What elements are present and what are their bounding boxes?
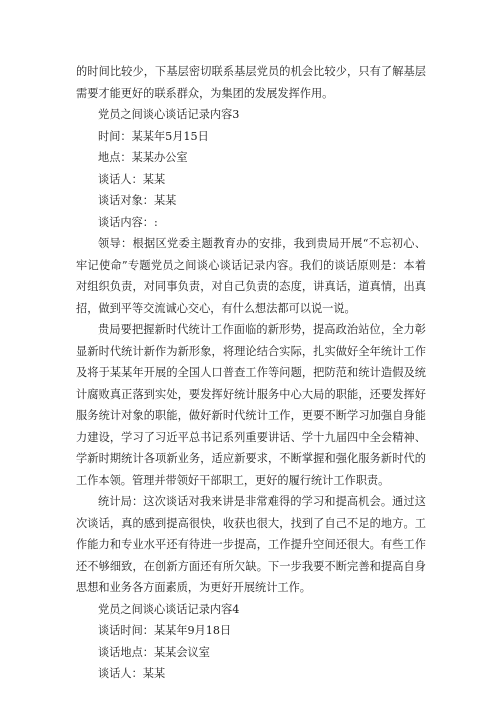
meta-talk-location: 谈话地点：某某会议室 bbox=[98, 645, 210, 659]
meta-interviewee: 谈话对象：某某 bbox=[98, 194, 177, 207]
paragraph-continuation: 的时间比较少，下基层密切联系基层党员的机会比较少，只有了解基层需要才能更好的联系群众，为集团的发展发挥作用。 bbox=[76, 65, 426, 100]
meta-talk-speaker: 谈话人：某某 bbox=[98, 667, 166, 680]
paragraph-bureau-response: 统计局：这次谈话对我来讲是非常难得的学习和提高机会。通过这次谈话，真的感到提高很快，收获也很大，找到了自己不足的地方。工作能力和专业水平还有待进一步提高，工作提升空间还很大。有些工作还不够细致，在创新方面还有所欠缺。下一步我要不断完善和提高自身思想和业务各方面素质，为更好开展统计工作。 bbox=[76, 495, 426, 594]
paragraph-bureau-guidance: 贵局要把握新时代统计工作面临的新形势，提高政治站位，全力彰显新时代统计新作为新形象，将理论结合实际，扎实做好全年统计工作及将于某某年开展的全国人口普查工作等问题，把防范和统计造假及统计腐败真正落到实处，要发挥好统计服务中心大局的职能，还要发挥好服务统计对象的职能，做好新时代统计工作，更要不断学习加强自身能力建设，学习了习近平总书记系列重要讲话、学十九届四中全会精神、学新时期统计各项新业务，适应新要求，不断掌握和强化服务新时代的工作本领。管理并带领好干部职工，更好的履行统计工作职责。 bbox=[76, 323, 426, 487]
meta-location: 地点：某某办公室 bbox=[98, 151, 188, 164]
section-heading-4: 党员之间谈心谈话记录内容4 bbox=[98, 602, 240, 616]
section-heading-3: 党员之间谈心谈话记录内容3 bbox=[98, 108, 240, 121]
document-body bbox=[76, 61, 426, 685]
paragraph-leader-statement: 领导：根据区党委主题教育办的安排，我到贵局开展“不忘初心、牢记使命”专题党员之间谈心谈话记录内容。我们的谈话原则是：本着对组织负责，对同事负责，对自己负责的态度，讲真话，道真情，出真招，做到平等交流诚心交心，有什么想法都可以说一说。 bbox=[76, 237, 426, 315]
meta-time: 时间：某某年5月15日 bbox=[98, 129, 209, 143]
meta-speaker: 谈话人：某某 bbox=[98, 172, 166, 186]
meta-talk-time: 谈话时间：某某年9月18日 bbox=[98, 624, 232, 637]
meta-content-label: 谈话内容：: bbox=[98, 215, 158, 229]
